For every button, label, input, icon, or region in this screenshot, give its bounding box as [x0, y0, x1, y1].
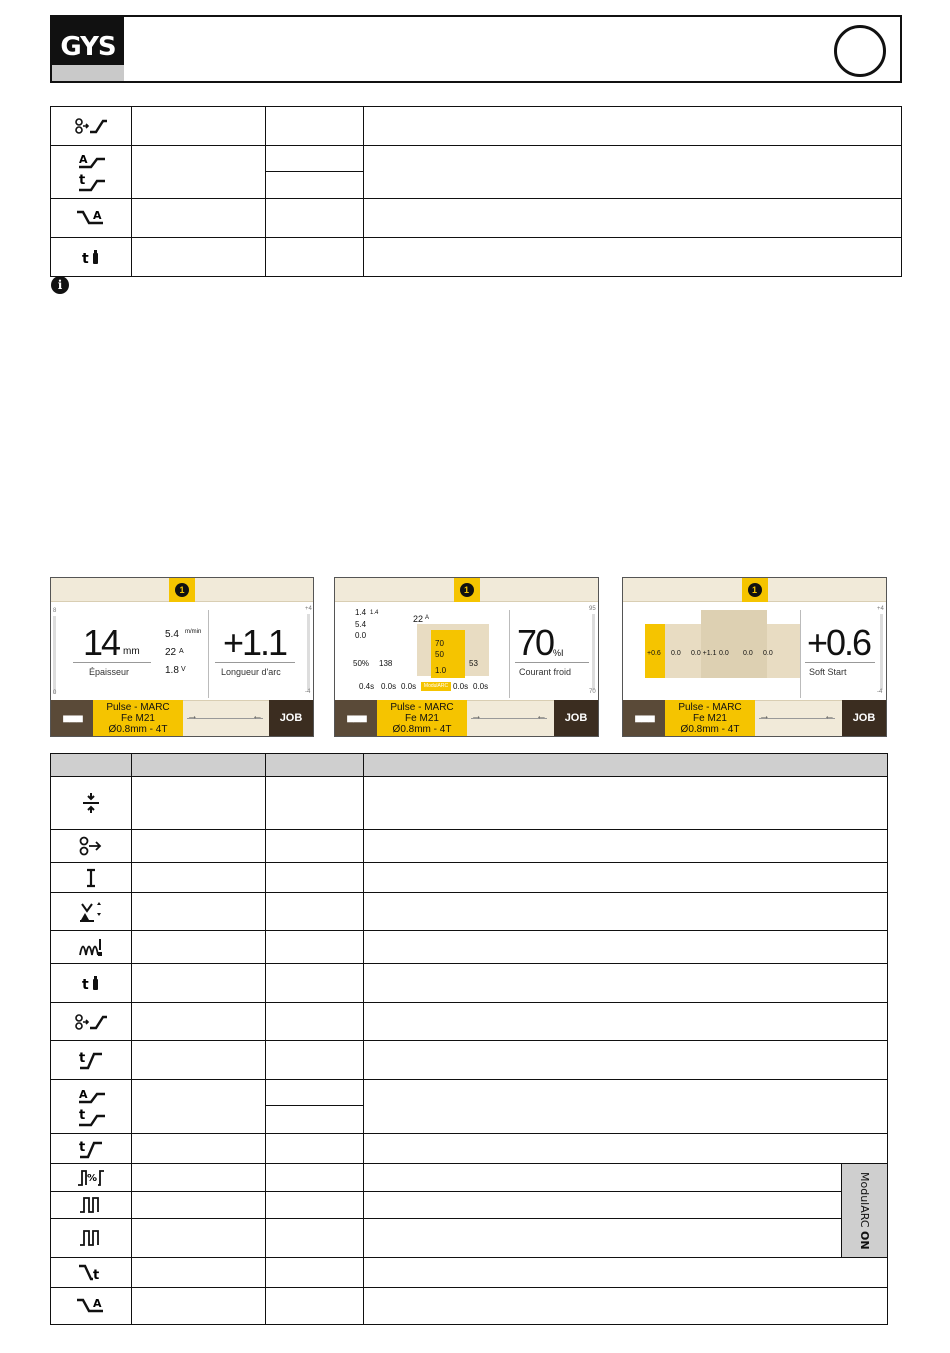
current-unit: A [179, 648, 184, 655]
cell [266, 931, 364, 964]
parameter-table-bottom [50, 753, 888, 1325]
cell [364, 1258, 888, 1288]
process-wire: Ø0.8mm - 4T [108, 724, 168, 735]
screen-modularc-cycle [334, 577, 599, 737]
table-row [51, 863, 888, 893]
process-wire: Ø0.8mm - 4T [392, 724, 452, 735]
cell [132, 1192, 266, 1219]
table-header-row [51, 754, 888, 777]
current-time-ramp-icon [51, 1080, 132, 1134]
scale-left-bottom: 0 [53, 690, 57, 696]
current-icon [51, 863, 132, 893]
header-cell [266, 754, 364, 777]
svg-text:t: t [93, 1267, 100, 1283]
table-row [51, 1288, 888, 1325]
cell [132, 238, 266, 277]
modularc-on-label [858, 1172, 871, 1250]
header-cell [132, 754, 266, 777]
peak-current: 22 [413, 614, 424, 624]
soft-start-time-icon [51, 1041, 132, 1080]
table-row [51, 1080, 888, 1106]
scale-bottom: 70 [589, 689, 596, 695]
cell [364, 199, 902, 238]
process-gas: Fe M21 [405, 713, 439, 724]
voltage-value: 1.8 [165, 665, 179, 676]
value-2: 0.0 +1.1 [691, 650, 717, 657]
cell [364, 777, 888, 830]
crater-current-icon [51, 1288, 132, 1325]
scale-top: 95 [589, 606, 596, 612]
modularc-on-tab [842, 1164, 888, 1258]
table-row [51, 830, 888, 863]
header-cell [51, 754, 132, 777]
cell [132, 964, 266, 1003]
info-icon: i [51, 276, 69, 294]
encoder-knob-icon[interactable]: 1 [454, 578, 480, 602]
table-row [51, 107, 902, 146]
start-current: 138 [379, 659, 393, 668]
screen-top-bar [51, 578, 313, 602]
value-3: 0.0 [719, 650, 729, 657]
screen-synergic-mode [50, 577, 314, 737]
divider [215, 662, 295, 663]
divider [515, 662, 589, 663]
cell [266, 1164, 364, 1192]
cell [364, 830, 888, 863]
right-scale [307, 614, 310, 690]
cell [132, 777, 266, 830]
pulse-frequency-icon [51, 1219, 132, 1258]
cell [266, 1041, 364, 1080]
cell [266, 1219, 364, 1258]
cell [266, 830, 364, 863]
cell [132, 931, 266, 964]
pre-gas-ramp-icon [51, 107, 132, 146]
scale-left-top: 8 [53, 608, 57, 614]
cell [132, 1003, 266, 1041]
value-4: 0.0 [743, 650, 753, 657]
table-row [51, 199, 902, 238]
table-row [51, 1041, 888, 1080]
dynamic-icon [51, 931, 132, 964]
voltage-unit: V [181, 666, 186, 673]
screen-soft-start [622, 577, 887, 737]
process-panel[interactable] [93, 700, 183, 736]
cell [364, 1080, 888, 1134]
arrow-right-icon: → [471, 710, 482, 722]
cell [364, 1041, 888, 1080]
cell [132, 1288, 266, 1325]
divider [208, 610, 209, 698]
header-cell [364, 754, 888, 777]
cell [266, 107, 364, 146]
time-1: 0.4s [359, 682, 375, 691]
cell [364, 1219, 842, 1258]
cold-current-label: Courant froid [519, 667, 572, 677]
arc-length-icon [51, 893, 132, 931]
cell [364, 1164, 842, 1192]
svg-text:A: A [93, 1297, 102, 1310]
cell [364, 1003, 888, 1041]
job-button[interactable]: JOB [842, 700, 886, 736]
arc-length-value: +1.1 [223, 622, 287, 663]
gys-logo [52, 17, 124, 81]
svg-text:A: A [79, 1087, 88, 1101]
modularc-label: ModulARC [858, 1171, 871, 1228]
cell [132, 146, 266, 199]
wire-speed-value: 5.4 [165, 629, 179, 640]
divider [800, 610, 801, 698]
end-current: 53 [469, 659, 478, 668]
upslope-time-icon [51, 1134, 132, 1164]
cell [364, 893, 888, 931]
cell [132, 1041, 266, 1080]
job-button[interactable]: JOB [554, 700, 598, 736]
cell [266, 777, 364, 830]
encoder-knob-icon[interactable]: 1 [169, 578, 195, 602]
pulse-icon [51, 1192, 132, 1219]
arrow-left-icon: ← [824, 710, 835, 722]
right-scale [592, 614, 595, 690]
process-panel[interactable] [665, 700, 755, 736]
time-2: 0.0s [381, 682, 397, 691]
cell [132, 1080, 266, 1134]
cell [132, 107, 266, 146]
table-row [51, 964, 888, 1003]
cell [266, 1134, 364, 1164]
cell [364, 1192, 842, 1219]
pulse-percent-icon [51, 1164, 132, 1192]
cell [132, 1219, 266, 1258]
current-value: 22 [165, 647, 177, 658]
cell [266, 199, 364, 238]
process-type: Pulse - MARC [678, 702, 742, 713]
process-type: Pulse - MARC [390, 702, 454, 713]
cell [132, 863, 266, 893]
cell [132, 1164, 266, 1192]
logo-text: GYS [52, 17, 124, 65]
cell [266, 146, 364, 172]
svg-text:t: t [79, 173, 86, 188]
on-label: ON [858, 1230, 871, 1250]
process-panel[interactable] [377, 700, 467, 736]
table-row [51, 1258, 888, 1288]
scale-bottom: -4 [877, 689, 883, 695]
parameter-selector[interactable] [187, 704, 263, 732]
current-down-icon [51, 199, 132, 238]
table-row [51, 1164, 888, 1192]
divider [509, 610, 510, 698]
cycle-peak [701, 610, 767, 678]
table-row [51, 1219, 888, 1258]
post-gas-time-icon [51, 238, 132, 277]
screen-top-bar [335, 578, 598, 602]
cell [266, 1192, 364, 1219]
svg-text:t: t [82, 977, 89, 993]
thickness-icon [51, 777, 132, 830]
left-scale [53, 616, 56, 694]
main-value: 14 [83, 622, 120, 663]
soft-start-highlight-value: +0.6 [647, 650, 661, 657]
arrow-right-icon: → [759, 710, 770, 722]
table-row [51, 931, 888, 964]
cell [364, 1288, 888, 1325]
svg-text:t: t [79, 1107, 86, 1123]
menu-grid-icon[interactable]: ■■■ [51, 700, 93, 736]
thickness-value: 1.4 [355, 608, 367, 617]
cold-frequency: 1.0 [435, 666, 447, 675]
cell [266, 893, 364, 931]
wire-speed-value: 5.4 [355, 620, 367, 629]
cell [132, 830, 266, 863]
table-row [51, 146, 902, 172]
cell [266, 1258, 364, 1288]
svg-text:A: A [79, 153, 88, 166]
arrow-right-icon: → [187, 710, 198, 722]
parameter-selector[interactable] [759, 704, 835, 732]
screen-bottom-bar [51, 700, 313, 736]
modularc-tag: ModulARC [421, 682, 451, 691]
table-row [51, 893, 888, 931]
cell [364, 964, 888, 1003]
arrow-left-icon: ← [536, 710, 547, 722]
svg-text:A: A [93, 209, 102, 222]
post-gas-time-icon [51, 964, 132, 1003]
screen-bottom-bar [335, 700, 598, 736]
cell [132, 893, 266, 931]
right-scale [880, 614, 883, 690]
process-gas: Fe M21 [693, 713, 727, 724]
divider [73, 662, 151, 663]
start-percent: 50% [353, 659, 370, 668]
cold-current: 70 [435, 639, 444, 648]
svg-text:t: t [82, 251, 89, 267]
soft-start-label: Soft Start [809, 667, 847, 677]
cell [266, 1288, 364, 1325]
cell [266, 1080, 364, 1106]
pre-gas-ramp-icon [51, 1003, 132, 1041]
peak-unit: A [425, 615, 430, 621]
cell [132, 1134, 266, 1164]
cell [364, 931, 888, 964]
value-5: 0.0 [763, 650, 773, 657]
parameter-selector[interactable] [471, 704, 547, 732]
divider [805, 662, 875, 663]
table-row [51, 777, 888, 830]
cell [132, 1258, 266, 1288]
cold-current-unit: %I [553, 648, 564, 658]
screen-top-bar [623, 578, 886, 602]
cold-time: 50 [435, 650, 444, 659]
table-row [51, 1003, 888, 1041]
downslope-time-icon [51, 1258, 132, 1288]
table-row [51, 238, 902, 277]
dynamic-value: 0.0 [355, 631, 367, 640]
process-gas: Fe M21 [121, 713, 155, 724]
table-row [51, 1134, 888, 1164]
parameter-table-top [50, 106, 902, 277]
main-label: Épaisseur [89, 667, 130, 677]
cell [266, 1003, 364, 1041]
page-header [50, 15, 902, 83]
cold-current-value: 70 [517, 622, 554, 663]
time-3: 0.0s [401, 682, 417, 691]
process-type: Pulse - MARC [106, 702, 170, 713]
cell [266, 1106, 364, 1134]
scale-top: +4 [877, 606, 884, 612]
menu-grid-icon[interactable]: ■■■ [623, 700, 665, 736]
time-4: 0.0s [453, 682, 469, 691]
cell [132, 199, 266, 238]
main-unit: mm [123, 646, 140, 657]
cell [364, 107, 902, 146]
cell [266, 172, 364, 199]
svg-text:t: t [79, 1051, 86, 1066]
table-row [51, 1192, 888, 1219]
wire-speed-icon [51, 830, 132, 863]
scale-bottom: -4 [305, 689, 311, 695]
current-time-ramp-icon [51, 146, 132, 199]
cell [364, 238, 902, 277]
thickness-unit: 1.4 [370, 610, 379, 616]
soft-start-value: +0.6 [807, 622, 871, 663]
arrow-left-icon: ← [252, 710, 263, 722]
cell [364, 1134, 888, 1164]
value-1: 0.0 [671, 650, 681, 657]
cell [266, 863, 364, 893]
cell [266, 238, 364, 277]
scale-top: +4 [305, 606, 312, 612]
process-wire: Ø0.8mm - 4T [680, 724, 740, 735]
cell [364, 863, 888, 893]
svg-text:%: % [87, 1172, 98, 1184]
job-button[interactable]: JOB [269, 700, 313, 736]
cell [266, 964, 364, 1003]
wire-speed-unit: m/min [185, 629, 202, 635]
arc-length-label: Longueur d'arc [221, 667, 281, 677]
menu-grid-icon[interactable]: ■■■ [335, 700, 377, 736]
screen-bottom-bar [623, 700, 886, 736]
timing-row [337, 680, 507, 694]
cell [364, 146, 902, 199]
time-5: 0.0s [473, 682, 489, 691]
page-number-circle [834, 25, 886, 77]
svg-text:t: t [79, 1139, 86, 1155]
encoder-knob-icon[interactable]: 1 [742, 578, 768, 602]
